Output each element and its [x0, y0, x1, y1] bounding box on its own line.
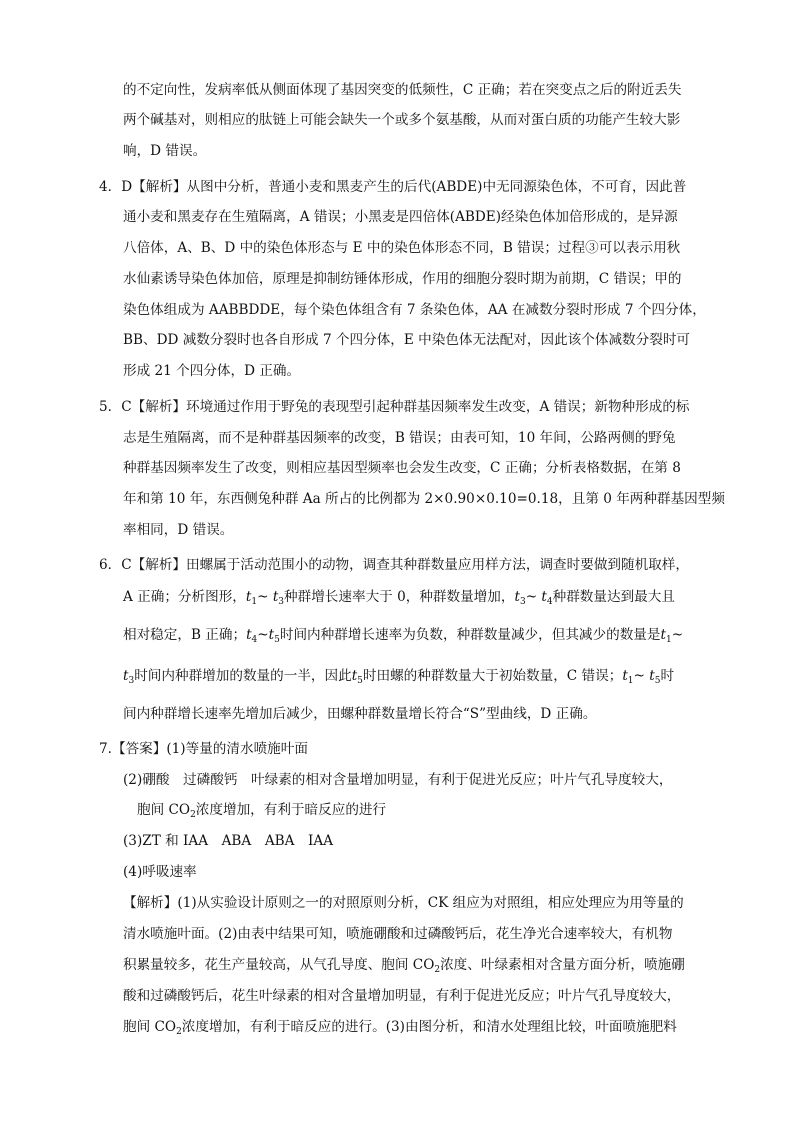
subscript: 4: [251, 635, 258, 645]
answer-7-part-2: (2)硼酸 过磷酸钙 叶绿素的相对含量增加明显，有利于促进光反应；叶片气孔导度较大，: [123, 772, 673, 788]
text-span: 时间内种群增长速率为负数，种群数量减少，但其减少的数量是: [279, 627, 661, 643]
math-symbol: ~: [633, 668, 645, 684]
text-span: 胞间 CO: [137, 802, 191, 818]
text-line: 响，D 错误。: [123, 143, 207, 159]
answer-7-line: 7.【答案】(1)等量的清水喷施叶面: [99, 741, 308, 757]
answer-5-line: 5．C【解析】环境通过作用于野兔的表现型引起种群基因频率发生改变，A 错误；新物种形成的标: [99, 399, 690, 415]
text-line: [123, 587, 675, 607]
text-span: 积累量较多，花生产量较高，从气孔导度、胞间 CO: [123, 957, 435, 973]
text-line: 两个碱基对，则相应的肽链上可能会缺失一个或多个氨基酸，从而对蛋白质的功能产生较大影: [123, 112, 681, 128]
math-symbol: t: [622, 668, 628, 684]
text-line: 染色体组成为 AABBDDE，每个染色体组含有 7 条染色体，AA 在减数分裂时形成 7 个四分体，: [123, 302, 706, 318]
text-line: [123, 625, 683, 645]
text-line: 通小麦和黑麦存在生殖隔离，A 错误；小黑麦是四倍体(ABDE)经染色体加倍形成的，是异源: [123, 209, 678, 225]
text-line: [123, 1017, 677, 1037]
text-span: 时田螺的种群数量大于初始数量，C 错误；: [362, 668, 623, 684]
math-symbol: t: [245, 589, 252, 605]
text-line: 清水喷施叶面。(2)由表中结果可知，喷施硼酸和过磷酸钙后，花生净光合速率较大，有机物: [123, 926, 673, 942]
text-line: 年和第 10 年，东西侧兔种群 Aa 所占的比例都为 2×0.90×0.10=0.18，且第 0 年两种群基因型频: [123, 491, 725, 507]
text-span: 胞间 CO: [123, 1019, 177, 1035]
math-symbol: t: [514, 589, 520, 605]
subscript: 1: [251, 597, 258, 607]
math-symbol: t: [649, 668, 655, 684]
answer-7-part-3: (3)ZT 和 IAA ABA ABA IAA: [123, 833, 334, 849]
text-span: 时间内种群增加的数量的一半，因此: [134, 668, 352, 684]
math-symbol: t: [541, 589, 547, 605]
text-line: [123, 666, 674, 686]
text-span: 浓度增加，有利于暗反应的进行。(3)由图分析，和清水处理组比较，叶面喷施肥料: [181, 1019, 677, 1035]
text-line: [123, 955, 685, 975]
subscript: 3: [519, 597, 526, 607]
text-line: 率相同，D 错误。: [123, 522, 234, 538]
subscript: 2: [190, 810, 196, 820]
text-line: 志是生殖隔离，而不是种群基因频率的改变，B 错误；由表可知，10 年间，公路两侧的野兔: [123, 430, 676, 446]
subscript: 4: [546, 597, 553, 607]
math-symbol: t: [660, 627, 666, 643]
subscript: 5: [654, 676, 661, 686]
math-symbol: t: [268, 627, 275, 643]
math-symbol: t: [351, 668, 358, 684]
subscript: 5: [357, 676, 363, 686]
text-line: 八倍体，A、B、D 中的染色体形态与 E 中的染色体形态不同，B 错误；过程③可以表示用秋: [123, 240, 681, 256]
subscript: 5: [274, 635, 280, 645]
subscript: 2: [176, 1027, 182, 1037]
answer-4-line: 4．D【解析】从图中分析，普通小麦和黑麦产生的后代(ABDE)中无同源染色体，不可育，因此普: [99, 179, 687, 195]
answer-7-part-4: (4)呼吸速率: [123, 864, 197, 880]
math-symbol: ~: [525, 589, 538, 605]
text-span: 浓度、叶绿素相对含量方面分析，喷施硼: [440, 957, 685, 973]
subscript: 1: [627, 676, 634, 686]
text-span: 浓度增加，有利于暗反应的进行: [195, 802, 387, 818]
answer-6-line: 6．C【解析】田螺属于活动范围小的动物，调查其种群数量应用样方法，调查时要做到随机取样，: [99, 557, 689, 573]
math-symbol: ~: [257, 627, 269, 643]
math-symbol: ~: [671, 627, 684, 643]
text-span: A 正确；分析图形，: [123, 589, 246, 605]
math-symbol: t: [272, 589, 279, 605]
explanation-line: 【解析】(1)从实验设计原则之一的对照原则分析，CK 组应为对照组，相应处理应为用等量的: [123, 895, 684, 911]
text-line: 水仙素诱导染色体加倍，原理是抑制纺锤体形成，作用的细胞分裂时期为前期，C 错误；甲的: [123, 271, 682, 287]
subscript: 2: [434, 965, 441, 975]
text-line: 种群基因频率发生了改变，则相应基因型频率也会发生改变，C 正确；分析表格数据，在第 8: [123, 460, 681, 476]
text-line: BB、DD 减数分裂时也各自形成 7 个四分体，E 中染色体无法配对，因此该个体减数分裂时可: [123, 332, 691, 348]
math-symbol: t: [246, 627, 252, 643]
text-span: 相对稳定，B 正确；: [123, 627, 247, 643]
math-symbol: t: [123, 668, 129, 684]
text-line: 形成 21 个四分体，D 正确。: [123, 363, 301, 379]
text-span: 时: [660, 668, 675, 684]
text-span: 种群数量达到最大且: [552, 589, 675, 605]
subscript: 1: [665, 635, 672, 645]
math-symbol: ~: [257, 589, 269, 605]
text-line: [137, 800, 386, 820]
text-line: 间内种群增长速率先增加后减少，田螺种群数量增长符合“S”型曲线，D 正确。: [123, 706, 597, 722]
text-span: 种群增长速率大于 0，种群数量增加，: [284, 589, 515, 605]
text-line: 的不定向性，发病率低从侧面体现了基因突变的低频性，C 正确；若在突变点之后的附近丢失: [123, 82, 682, 98]
subscript: 3: [278, 597, 285, 607]
subscript: 3: [128, 676, 135, 686]
text-line: 酸和过磷酸钙后，花生叶绿素的相对含量增加明显，有利于促进光反应；叶片气孔导度较大，: [123, 988, 681, 1004]
